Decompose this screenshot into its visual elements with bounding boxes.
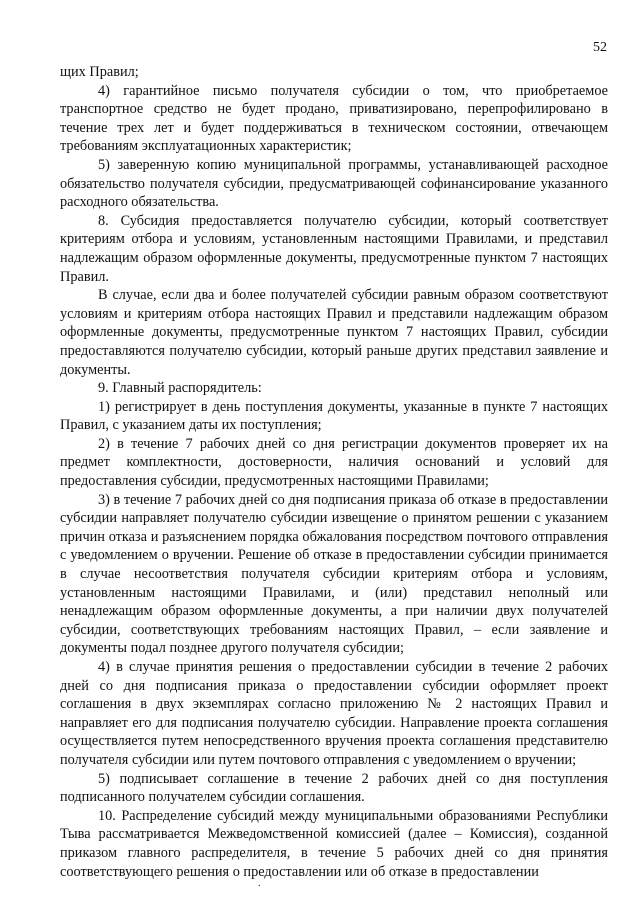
paragraph-multiple-recipients: В случае, если два и более получателей субсидии равным образом соответствуют условиям и критериям отбора настоящих Правил и представили надлежащим образом оформленные документы, предусмотренные пунктом 7 настоящих Правил, субсидии предоставляются получателю субсидии, который раньше других представил заявление и документы. (60, 287, 608, 378)
document-body (60, 63, 608, 881)
paragraph-municipal-program: 5) заверенную копию муниципальной программы, устанавливающей расходное обязательство получателя субсидии, предусматривающей софинансирование указанного расходного обязательства. (60, 156, 608, 211)
paragraph-guarantee-letter: 4) гарантийное письмо получателя субсидии о том, что приобретаемое транспортное средство не будет продано, приватизировано, перепрофилировано в течение трех лет и будет поддерживаться в техническом состоянии, отвечающем требованиям эксплуатационных характеристик; (60, 82, 608, 155)
bottom-mark: . (258, 878, 261, 889)
paragraph-point-10: 10. Распределение субсидий между муниципальными образованиями Республики Тыва рассматривается Межведомственной комиссией (далее – Комиссия), созданной приказом главного распределителя, в течение 5 рабочих дней со дня принятия соответствующего решения о предоставлении или об отказе в предоставлении (60, 807, 608, 880)
paragraph-point-8: 8. Субсидия предоставляется получателю субсидии, который соответствует критериям отбора и условиям, установленным настоящими Правилами, и представил надлежащим образом оформленные документы, предусмотренные пунктом 7 настоящих Правил. (60, 212, 608, 285)
paragraph-item-3: 3) в течение 7 рабочих дней со дня подписания приказа об отказе в предоставлении субсидии направляет получателю субсидии извещение о принятом решении с указанием причин отказа и разъяснением порядка обжалования посредством почтового отправления с уведомлением о вручении. Решение об отказе в предоставлении субсидии принимается в случае несоответствия получателя субсидии критериям отбора и условиям, установленным настоящими Правилами, и (или) представил неполный или ненадлежащим образом оформленные документы, а при наличии двух получателей субсидии, соответствующих требованиям настоящих Правил, – если заявление и документы подал позднее другого получателя субсидии; (60, 491, 608, 657)
paragraph-item-4: 4) в случае принятия решения о предоставлении субсидии в течение 2 рабочих дней со дня подписания приказа о предоставлении субсидии оформляет проект соглашения в двух экземплярах согласно приложению № 2 настоящих Правил и направляет его для подписания получателю субсидии. Направление проекта соглашения осуществляется путем непосредственного вручения проекта соглашения представителю получателя субсидии или путем почтового отправления с уведомлением о вручении; (60, 659, 608, 768)
paragraph-continuation: щих Правил; (60, 64, 139, 80)
paragraph-item-1: 1) регистрирует в день поступления документы, указанные в пункте 7 настоящих Правил, с указанием даты их поступления; (60, 398, 608, 434)
paragraph-item-5: 5) подписывает соглашение в течение 2 рабочих дней со дня поступления подписанного получателем субсидии соглашения. (60, 770, 608, 806)
paragraph-item-2: 2) в течение 7 рабочих дней со дня регистрации документов проверяет их на предмет комплектности, достоверности, наличия оснований и условий для предоставления субсидии, предусмотренных настоящими Правилами; (60, 435, 608, 490)
paragraph-point-9: 9. Главный распорядитель: (98, 380, 262, 397)
page-number: 52 (593, 40, 607, 55)
